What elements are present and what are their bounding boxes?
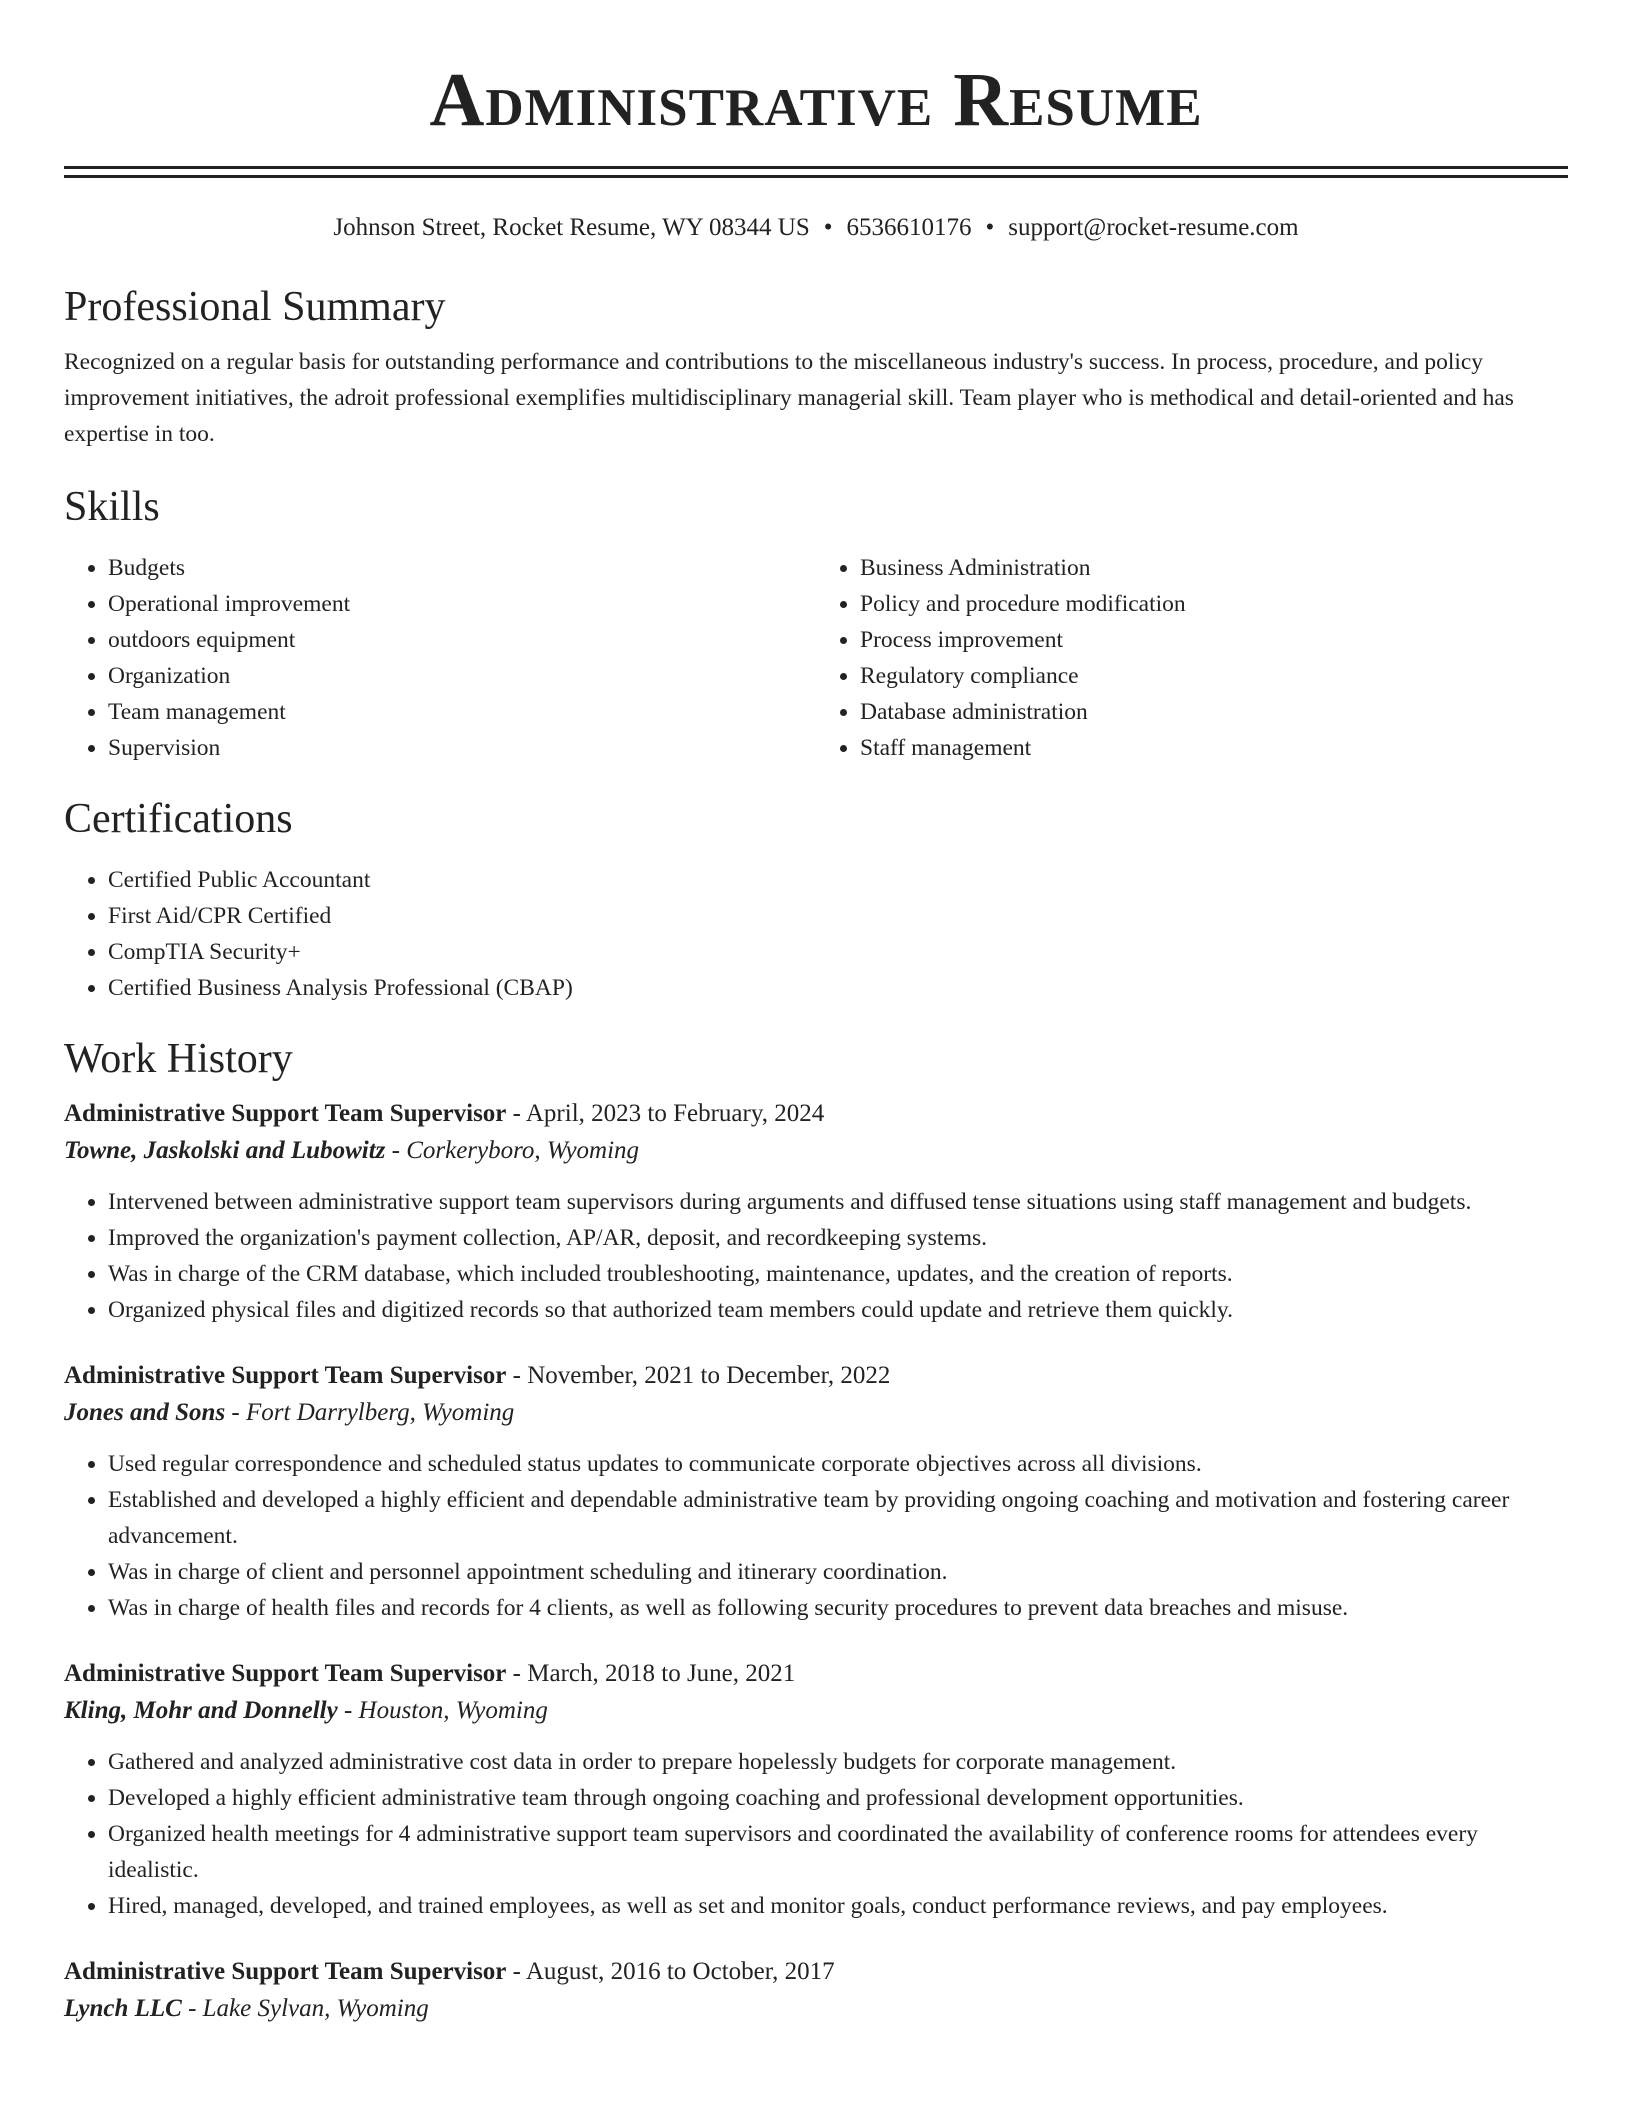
job-bullet: • Organized health meetings for 4 administrative support team supervisors and coordinated the availability of conference rooms for attendees every idealistic. [108,1816,1568,1888]
job-location: Fort Darrylberg, Wyoming [246,1399,515,1426]
contact-line [64,212,1568,244]
job-bullet: • Gathered and analyzed administrative cost data in order to prepare hopelessly budgets for corporate management. [108,1744,1568,1780]
job-company: Towne, Jaskolski and Lubowitz [64,1137,386,1164]
job-location: Lake Sylvan, Wyoming [202,1995,429,2022]
skill-item: • Organization [108,658,816,694]
summary-text: Recognized on a regular basis for outstanding performance and contributions to the miscellaneous industry's success. In process, procedure, and policy improvement initiatives, the adroit professional exemplifies multidisciplinary managerial skill. Team player who is methodical and detail-oriented and has expertise in too. [64,349,1514,447]
skill-item: • Policy and procedure modification [860,586,1568,622]
job-company-line [64,1132,1568,1170]
job-title-line [64,1096,1568,1132]
contact-separator: • [823,214,833,241]
skill-item: • Database administration [860,694,1568,730]
job-title-line [64,1358,1568,1394]
job-title: Administrative Support Team Supervisor [64,1100,507,1127]
title-divider-top [64,166,1568,169]
job-bullets [64,1744,1568,1924]
summary-heading: Professional Summary [64,284,446,330]
job-entry [64,1358,1568,1626]
contact-address: Johnson Street, Rocket Resume, WY 08344 US [333,214,810,241]
skills-columns [64,550,1568,766]
job-bullets [64,1446,1568,1626]
job-title: Administrative Support Team Supervisor [64,1660,507,1687]
job-bullet: • Used regular correspondence and scheduled status updates to communicate corporate objectives across all divisions. [108,1446,1568,1482]
certification-item: • First Aid/CPR Certified [108,898,1568,934]
job-company-line [64,1990,1568,2028]
skill-item: • Business Administration [860,550,1568,586]
job-bullet: • Was in charge of health files and records for 4 clients, as well as following security procedures to prevent data breaches and misuse. [108,1590,1568,1626]
job-bullets [64,1184,1568,1328]
title-divider-bottom [64,175,1568,178]
job-company: Kling, Mohr and Donnelly [64,1697,338,1724]
job-dash: - [506,1958,526,1985]
certifications-list [64,862,1568,1006]
job-dates: November, 2021 to December, 2022 [527,1362,891,1389]
contact-email: support@rocket-resume.com [1008,214,1299,241]
skill-item: • Regulatory compliance [860,658,1568,694]
job-entry [64,1656,1568,1924]
job-bullet: • Established and developed a highly efficient and dependable administrative team by providing ongoing coaching and motivation and fostering career advancement. [108,1482,1568,1554]
job-title: Administrative Support Team Supervisor [64,1958,507,1985]
certification-item: • CompTIA Security+ [108,934,1568,970]
contact-phone: 6536610176 [846,214,972,241]
job-title: Administrative Support Team Supervisor [64,1362,507,1389]
contact-separator: • [985,214,995,241]
job-company-line [64,1692,1568,1730]
skill-item: • Operational improvement [108,586,816,622]
skill-item: • outdoors equipment [108,622,816,658]
job-bullet: • Was in charge of the CRM database, which included troubleshooting, maintenance, updates, and the creation of reports. [108,1256,1568,1292]
skills-heading: Skills [64,484,160,530]
skills-list-left [64,550,816,766]
job-dash: - [225,1399,246,1426]
skill-item: • Staff management [860,730,1568,766]
skill-item: • Budgets [108,550,816,586]
job-bullet: • Developed a highly efficient administrative team through ongoing coaching and professional development opportunities. [108,1780,1568,1816]
job-bullet: • Improved the organization's payment collection, AP/AR, deposit, and recordkeeping systems. [108,1220,1568,1256]
skill-item: • Supervision [108,730,816,766]
skill-item: • Process improvement [860,622,1568,658]
job-dates: March, 2018 to June, 2021 [527,1660,796,1687]
skill-item: • Team management [108,694,816,730]
job-dates: April, 2023 to February, 2024 [525,1100,825,1127]
job-dash: - [506,1362,528,1389]
job-dash: - [385,1137,407,1164]
job-title-line [64,1954,1568,1990]
job-company-line [64,1394,1568,1432]
job-bullet: • Was in charge of client and personnel appointment scheduling and itinerary coordination. [108,1554,1568,1590]
certification-item: • Certified Public Accountant [108,862,1568,898]
job-title-line [64,1656,1568,1692]
skills-list-right [816,550,1568,766]
job-company: Lynch LLC [64,1995,182,2022]
job-bullet: • Hired, managed, developed, and trained employees, as well as set and monitor goals, conduct performance reviews, and pay employees. [108,1888,1568,1924]
job-dash: - [506,1100,526,1127]
job-dash: - [337,1697,359,1724]
job-dash: - [181,1995,203,2022]
job-dates: August, 2016 to October, 2017 [525,1958,835,1985]
work-history-heading: Work History [64,1036,293,1082]
certifications-heading: Certifications [64,796,293,842]
job-bullet: • Intervened between administrative support team supervisors during arguments and diffused tense situations using staff management and budgets. [108,1184,1568,1220]
certification-item: • Certified Business Analysis Professional (CBAP) [108,970,1568,1006]
job-dash: - [506,1660,528,1687]
job-location: Corkeryboro, Wyoming [406,1137,640,1164]
resume-title: Administrative Resume [429,58,1203,142]
job-company: Jones and Sons [64,1399,226,1426]
job-location: Houston, Wyoming [358,1697,548,1724]
job-entry [64,1096,1568,1328]
job-entry [64,1954,1568,2028]
job-bullet: • Organized physical files and digitized records so that authorized team members could update and retrieve them quickly. [108,1292,1568,1328]
